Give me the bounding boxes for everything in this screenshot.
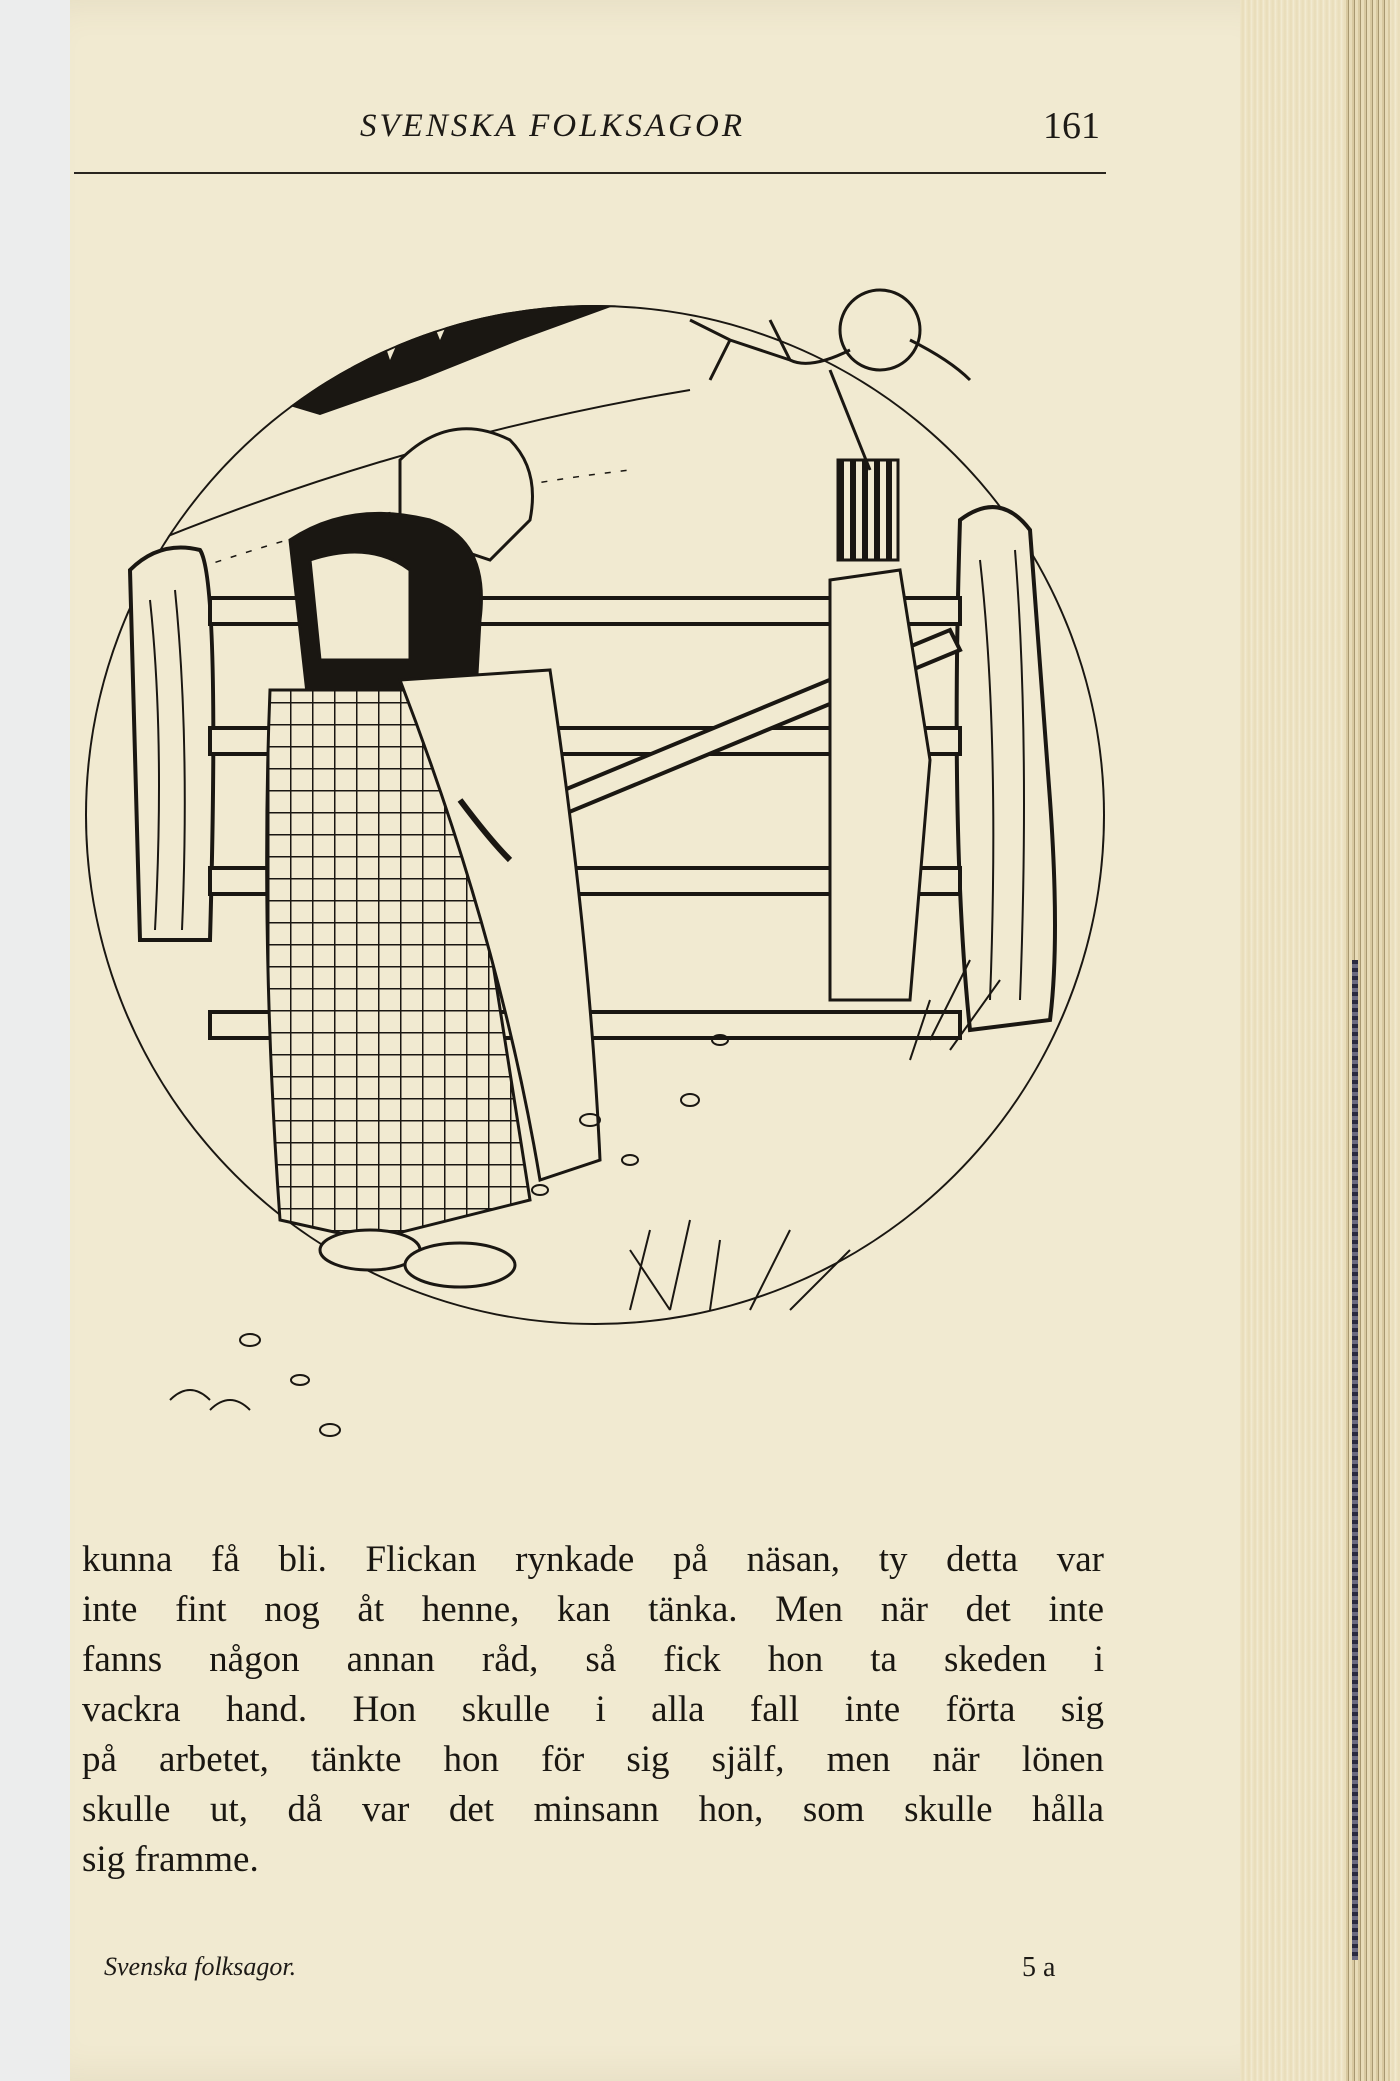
running-head: SVENSKA FOLKSAGOR	[360, 108, 745, 144]
text-line: fanns någon annan råd, så fick hon ta skeden i	[82, 1639, 1104, 1680]
illustration-woman-and-girl-at-gate	[70, 240, 1120, 1510]
header-rule	[74, 172, 1106, 174]
text-line: sig framme.	[82, 1839, 259, 1880]
footer-book-title: Svenska folksagor.	[104, 1952, 297, 1981]
page-number: 161	[1043, 105, 1100, 147]
paragraph	[82, 1535, 1104, 1885]
text-line: på arbetet, tänkte hon för sig själf, men när lönen	[82, 1739, 1104, 1780]
signature-mark: 5 a	[1022, 1952, 1056, 1983]
text-line: vackra hand. Hon skulle i alla fall inte förta sig	[82, 1689, 1104, 1730]
spine-binding	[1352, 960, 1358, 1960]
text-line: inte fint nog åt henne, kan tänka. Men när det inte	[82, 1589, 1104, 1630]
scan-background-left	[0, 0, 70, 2081]
text-line: kunna få bli. Flickan rynkade på näsan, ty detta var	[82, 1539, 1104, 1580]
text-line: skulle ut, då var det minsann hon, som skulle hålla	[82, 1789, 1104, 1830]
